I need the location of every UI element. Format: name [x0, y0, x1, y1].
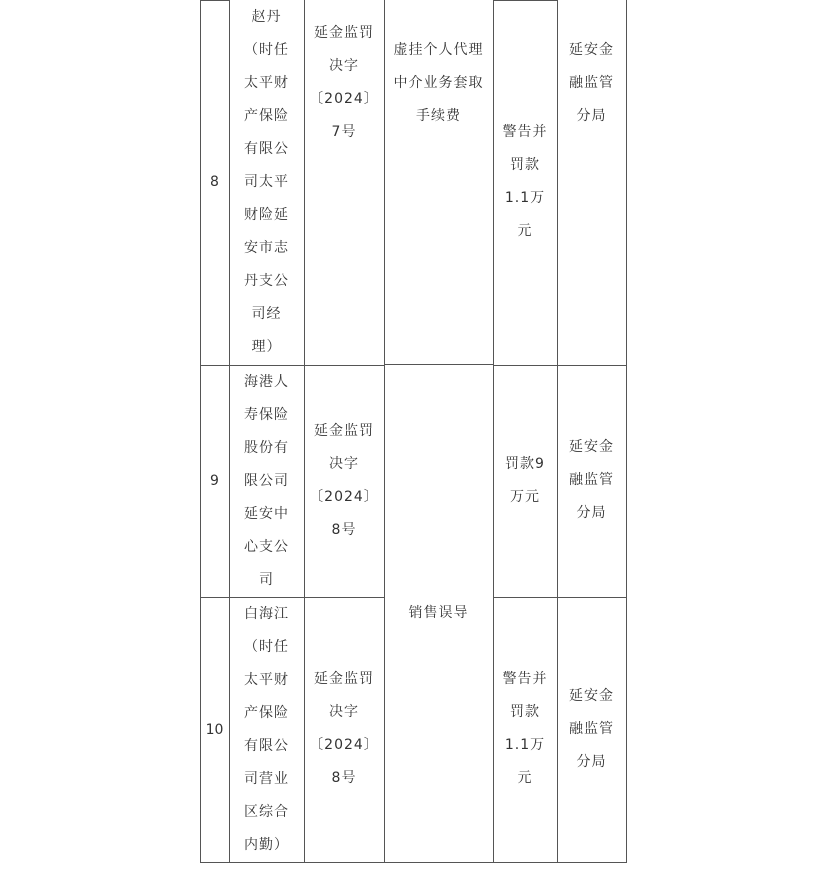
cell-text: 决字: [329, 58, 359, 74]
cell-text: （时任: [244, 639, 289, 655]
cell-text: 延安金: [569, 439, 614, 455]
cell-text: 司太平: [244, 174, 289, 190]
cell-text: 元: [517, 223, 533, 239]
cell-text: 有限公: [244, 141, 289, 157]
penalty-cell: [493, 116, 557, 248]
cell-text: 延安金: [569, 42, 614, 58]
cell-text: 延金监罚: [314, 423, 374, 439]
violation-cell: [384, 34, 493, 133]
party-name-cell: [229, 1, 304, 364]
decision-number-cell: [304, 17, 384, 149]
cell-text: 虚挂个人代理: [393, 42, 484, 58]
cell-text: 丹支公: [244, 273, 289, 289]
cell-text: 警告并: [502, 124, 548, 140]
cell-text: 8号: [331, 770, 357, 786]
cell-text: 融监管: [569, 75, 614, 91]
cell-text: 有限公: [244, 738, 289, 754]
party-name-cell: [229, 366, 304, 597]
row-number: 10: [205, 722, 224, 738]
cell-text: 〔2024〕: [309, 737, 379, 753]
cell-text: 限公司: [244, 473, 289, 489]
cell-text: 太平财: [244, 672, 289, 688]
cell-text: （时任: [244, 42, 289, 58]
cell-text: 司: [259, 572, 274, 588]
decision-number-cell: [304, 415, 384, 547]
cell-text: 延金监罚: [314, 25, 374, 41]
cell-text: 内勤）: [244, 837, 289, 853]
cell-text: 司经: [251, 306, 282, 322]
cell-text: 1.1万: [504, 737, 546, 753]
cell-text: 7号: [331, 124, 357, 140]
cell-text: 产保险: [244, 108, 289, 124]
cell-text: 分局: [576, 754, 607, 770]
row-number: 9: [210, 473, 219, 489]
cell-text: 手续费: [416, 108, 461, 124]
cell-text: 寿保险: [244, 407, 289, 423]
table-row: [200, 597, 627, 862]
cell-text: 融监管: [569, 721, 614, 737]
cell-text: 元: [517, 770, 533, 786]
cell-text: 太平财: [244, 75, 289, 91]
cell-text: 心支公: [244, 539, 289, 555]
cell-text: 销售误导: [408, 605, 469, 621]
authority-cell: [557, 431, 626, 530]
table-row: [200, 0, 627, 365]
cell-text: 产保险: [244, 705, 289, 721]
cell-text: 中介业务套取: [393, 75, 484, 91]
cell-text: 分局: [576, 505, 607, 521]
cell-text: 8号: [331, 522, 357, 538]
cell-text: 罚款9: [505, 456, 545, 472]
cell-text: 延安金: [569, 688, 614, 704]
cell-text: 安市志: [244, 240, 289, 256]
table-row: [200, 365, 627, 597]
authority-cell: [557, 34, 626, 133]
penalty-cell: [493, 663, 557, 795]
cell-text: 万元: [510, 489, 540, 505]
row-number: 8: [210, 174, 219, 190]
authority-cell: [557, 680, 626, 779]
penalty-table: [200, 0, 627, 863]
cell-text: 海港人: [244, 374, 289, 390]
cell-text: 区综合: [244, 804, 289, 820]
cell-text: 决字: [329, 456, 359, 472]
table-border-bottom: [200, 862, 627, 863]
cell-text: 延安中: [244, 506, 289, 522]
cell-text: 融监管: [569, 472, 614, 488]
cell-text: 1.1万: [504, 190, 546, 206]
cell-text: 罚款: [510, 157, 540, 173]
cell-text: 股份有: [244, 440, 289, 456]
cell-text: 延金监罚: [314, 671, 374, 687]
cell-text: 司营业: [244, 771, 289, 787]
cell-text: 决字: [329, 704, 359, 720]
cell-text: 〔2024〕: [309, 489, 379, 505]
cell-text: 白海江: [244, 606, 289, 622]
cell-text: 赵丹: [251, 9, 282, 25]
cell-text: 〔2024〕: [309, 91, 379, 107]
cell-text: 分局: [576, 108, 607, 124]
party-name-cell: [229, 598, 304, 862]
cell-text: 罚款: [510, 704, 540, 720]
cell-text: 财险延: [244, 207, 289, 223]
cell-text: 警告并: [502, 671, 548, 687]
decision-number-cell: [304, 663, 384, 795]
cell-text: 理）: [251, 339, 282, 355]
penalty-cell: [493, 448, 557, 514]
